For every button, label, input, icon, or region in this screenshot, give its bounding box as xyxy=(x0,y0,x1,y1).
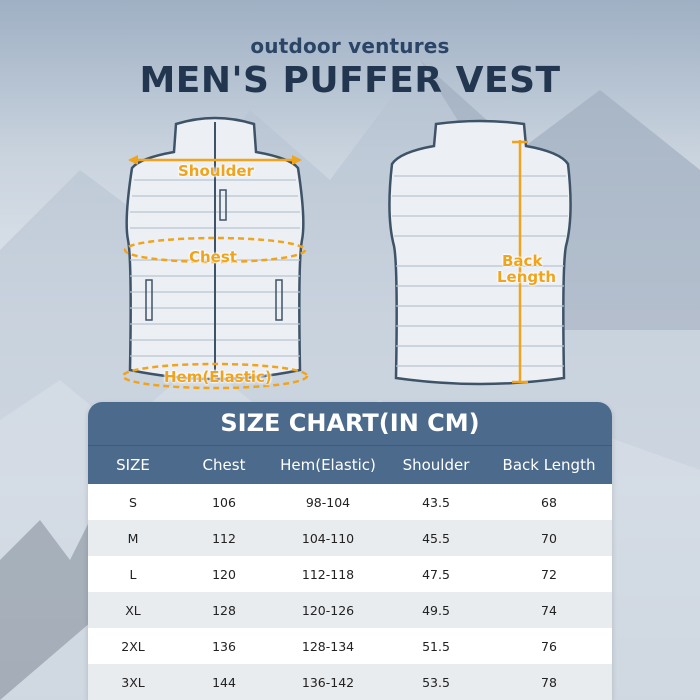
cell-shoulder: 49.5 xyxy=(422,602,450,618)
cell-chest: 136 xyxy=(212,638,236,654)
header-back-length: Back Length xyxy=(502,456,596,474)
brand-logo: outdoor ventures xyxy=(250,34,450,58)
cell-back-length: 74 xyxy=(541,602,557,618)
cell-size: XL xyxy=(125,602,141,618)
shoulder-label: Shoulder xyxy=(178,162,254,180)
cell-hem: 104-110 xyxy=(301,530,355,546)
page-title: MEN'S PUFFER VEST xyxy=(139,60,561,101)
cell-shoulder: 47.5 xyxy=(422,566,450,582)
cell-hem: 98-104 xyxy=(305,494,351,510)
table-row xyxy=(88,484,612,520)
cell-hem: 128-134 xyxy=(301,638,355,654)
table-row xyxy=(88,556,612,592)
cell-chest: 106 xyxy=(212,494,236,510)
cell-back-length: 70 xyxy=(541,530,557,546)
cell-chest: 120 xyxy=(212,566,236,582)
cell-back-length: 68 xyxy=(541,494,557,510)
cell-chest: 128 xyxy=(212,602,236,618)
cell-size: 2XL xyxy=(121,638,145,654)
vest-diagram xyxy=(0,110,700,400)
size-chart-title: SIZE CHART(IN CM) xyxy=(88,402,612,445)
cell-size: M xyxy=(127,530,139,546)
table-row xyxy=(88,628,612,664)
cell-chest: 112 xyxy=(212,530,236,546)
cell-shoulder: 45.5 xyxy=(422,530,450,546)
cell-hem: 136-142 xyxy=(301,674,355,690)
size-chart-header-row xyxy=(88,445,612,484)
table-row xyxy=(88,664,612,700)
cell-size: S xyxy=(129,494,137,510)
cell-hem: 120-126 xyxy=(301,602,355,618)
cell-back-length: 78 xyxy=(541,674,557,690)
header-hem: Hem(Elastic) xyxy=(280,456,376,474)
cell-back-length: 72 xyxy=(541,566,557,582)
size-chart-table xyxy=(88,402,612,700)
cell-back-length: 76 xyxy=(541,638,557,654)
cell-shoulder: 53.5 xyxy=(422,674,450,690)
vest-back-illustration xyxy=(380,116,580,388)
chest-label: Chest xyxy=(189,248,237,266)
cell-hem: 112-118 xyxy=(301,566,355,582)
cell-shoulder: 51.5 xyxy=(422,638,450,654)
header-chest: Chest xyxy=(202,456,246,474)
back-length-label-line1: Back xyxy=(502,252,543,270)
table-row xyxy=(88,592,612,628)
cell-size: L xyxy=(129,566,137,582)
table-row xyxy=(88,520,612,556)
header-size: SIZE xyxy=(116,456,150,474)
cell-size: 3XL xyxy=(121,674,145,690)
cell-shoulder: 43.5 xyxy=(422,494,450,510)
cell-chest: 144 xyxy=(212,674,236,690)
hem-label: Hem(Elastic) xyxy=(164,368,272,386)
header-shoulder: Shoulder xyxy=(402,456,470,474)
back-length-label-line2: Length xyxy=(497,268,556,286)
